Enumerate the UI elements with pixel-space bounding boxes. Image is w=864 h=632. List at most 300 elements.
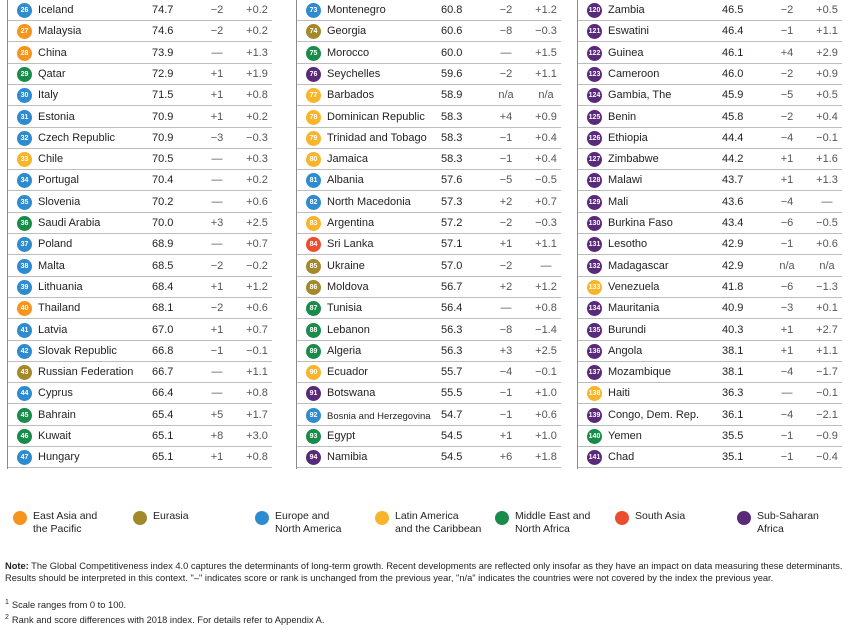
country-name: Burundi xyxy=(608,323,646,336)
country-name: Portugal xyxy=(38,174,79,187)
rank-badge: 28 xyxy=(17,46,32,61)
country-name: Congo, Dem. Rep. xyxy=(608,408,700,421)
table-row xyxy=(8,43,272,64)
rank-change: −1 xyxy=(780,430,794,442)
rank-badge: 130 xyxy=(587,216,602,231)
rank-change: +1 xyxy=(780,344,794,357)
score-change: +0.7 xyxy=(246,323,268,336)
rank-badge: 39 xyxy=(17,280,32,295)
rank-change: — xyxy=(211,195,223,208)
score-change: n/a xyxy=(538,89,554,102)
score-value: 70.5 xyxy=(152,153,174,166)
legend-swatch xyxy=(615,511,629,525)
rank-change: −2 xyxy=(499,259,513,272)
legend-label: Middle East and North Africa xyxy=(515,510,591,535)
rank-change: −1 xyxy=(780,238,794,251)
score-change: +0.5 xyxy=(816,4,838,16)
rank-change: — xyxy=(211,46,223,59)
rank-change: +2 xyxy=(499,195,513,208)
score-value: 65.1 xyxy=(152,451,174,464)
table-row xyxy=(297,256,561,277)
rank-change: −1 xyxy=(499,153,513,166)
score-value: 58.3 xyxy=(441,153,463,166)
rank-change: +1 xyxy=(210,110,224,123)
score-change: +1.3 xyxy=(816,174,838,187)
score-value: 45.8 xyxy=(722,110,744,123)
score-change: +0.6 xyxy=(246,195,268,208)
score-value: 54.5 xyxy=(441,430,463,442)
score-value: 59.6 xyxy=(441,67,463,80)
score-change: +1.2 xyxy=(535,4,557,16)
score-value: 68.4 xyxy=(152,280,174,293)
table-row xyxy=(297,64,561,85)
score-change: +1.2 xyxy=(246,280,268,293)
country-name: Italy xyxy=(38,89,59,102)
country-name: Eswatini xyxy=(608,25,649,38)
legend-swatch xyxy=(13,511,27,525)
table-row xyxy=(297,277,561,298)
rank-badge: 81 xyxy=(306,173,321,188)
score-change: +0.8 xyxy=(246,387,268,400)
rank-badge: 140 xyxy=(587,429,602,444)
rank-change: −2 xyxy=(499,217,513,229)
note-label: Note: xyxy=(5,561,29,571)
table-row xyxy=(578,256,842,277)
rank-change: −4 xyxy=(780,366,794,379)
rank-badge: 85 xyxy=(306,259,321,274)
rank-change: n/a xyxy=(498,89,514,102)
country-name: Seychelles xyxy=(327,67,381,80)
rank-badge: 76 xyxy=(306,67,321,82)
table-row xyxy=(8,405,272,426)
score-change: +0.8 xyxy=(535,302,557,315)
score-value: 58.9 xyxy=(441,89,463,102)
rank-change: — xyxy=(211,174,223,187)
table-row xyxy=(297,0,561,21)
score-change: +2.7 xyxy=(816,323,838,336)
country-name: Lithuania xyxy=(38,280,83,293)
rank-change: −1 xyxy=(499,387,513,400)
rank-change: −4 xyxy=(780,131,794,144)
score-value: 68.1 xyxy=(152,302,174,315)
score-value: 66.8 xyxy=(152,344,174,357)
note-text: The Global Competitiveness index 4.0 captures the determinants of long-term growth. Recent developments are reflected only insofar as they have an impact on data measuring these determinants. Results should be interpreted in this context. "–" indicates score or rank is unchanged from the previous year, "n/a" indicates the countries were not covered by the index the previous year. xyxy=(5,561,843,583)
score-value: 70.9 xyxy=(152,110,174,123)
score-change: +1.1 xyxy=(816,25,838,38)
score-change: −0.3 xyxy=(535,25,557,38)
country-name: Cyprus xyxy=(38,387,73,400)
score-value: 70.9 xyxy=(152,131,174,144)
score-value: 60.0 xyxy=(441,46,463,59)
rank-badge: 128 xyxy=(587,173,602,188)
footnote-2: $^2$ Rank and score differences with 2018 index. For details refer to Appendix A. xyxy=(5,614,325,625)
rank-badge: 94 xyxy=(306,450,321,465)
legend-swatch xyxy=(255,511,269,525)
legend-label: Eurasia xyxy=(153,510,189,522)
country-name: Kuwait xyxy=(38,430,72,442)
table-row xyxy=(297,192,561,213)
rank-change: — xyxy=(211,366,223,379)
table-note xyxy=(5,560,855,584)
table-row xyxy=(297,170,561,191)
country-name: Egypt xyxy=(327,430,356,442)
rank-badge: 73 xyxy=(306,3,321,18)
ranking-column-1 xyxy=(7,0,272,469)
score-change: — xyxy=(540,259,552,272)
rank-badge: 83 xyxy=(306,216,321,231)
score-value: 35.5 xyxy=(722,430,744,442)
score-value: 38.1 xyxy=(722,344,744,357)
table-row xyxy=(297,362,561,383)
rank-change: −6 xyxy=(780,280,794,293)
score-change: +1.9 xyxy=(246,67,268,80)
score-change: −1.4 xyxy=(535,323,557,336)
score-change: +0.6 xyxy=(535,408,557,421)
rank-change: −2 xyxy=(210,25,224,38)
country-name: Bosnia and Herzegovina xyxy=(327,410,431,422)
country-name: Lebanon xyxy=(327,323,370,336)
country-name: Ecuador xyxy=(327,366,368,379)
rank-change: −2 xyxy=(210,4,224,16)
score-value: 56.4 xyxy=(441,302,463,315)
score-change: −0.5 xyxy=(535,174,557,187)
rank-change: −4 xyxy=(780,408,794,421)
legend-swatch xyxy=(737,511,751,525)
rank-badge: 121 xyxy=(587,24,602,39)
table-row xyxy=(8,383,272,404)
rank-change: −5 xyxy=(499,174,513,187)
score-value: 36.3 xyxy=(722,387,744,400)
country-name: Argentina xyxy=(327,217,375,229)
rank-badge: 33 xyxy=(17,152,32,167)
score-change: −0.2 xyxy=(246,259,268,272)
table-row xyxy=(297,21,561,42)
score-change: −0.4 xyxy=(816,451,838,464)
rank-badge: 77 xyxy=(306,88,321,103)
rank-badge: 35 xyxy=(17,195,32,210)
score-change: −0.3 xyxy=(246,131,268,144)
table-row xyxy=(297,447,561,468)
country-name: Latvia xyxy=(38,323,68,336)
table-row xyxy=(297,107,561,128)
score-value: 54.5 xyxy=(441,451,463,464)
rank-change: +1 xyxy=(499,430,513,442)
country-name: Mauritania xyxy=(608,302,660,315)
country-name: Saudi Arabia xyxy=(38,217,101,229)
score-value: 42.9 xyxy=(722,238,744,251)
country-name: Malta xyxy=(38,259,65,272)
country-name: North Macedonia xyxy=(327,195,411,208)
country-name: Russian Federation xyxy=(38,366,134,379)
table-row xyxy=(297,298,561,319)
rank-badge: 82 xyxy=(306,195,321,210)
table-row xyxy=(297,149,561,170)
rank-change: +3 xyxy=(210,217,224,229)
rank-change: — xyxy=(781,387,793,400)
score-value: 65.1 xyxy=(152,430,174,442)
rank-change: −8 xyxy=(499,25,513,38)
country-name: Namibia xyxy=(327,451,368,464)
country-name: Zimbabwe xyxy=(608,153,659,166)
rank-change: −2 xyxy=(780,4,794,16)
country-name: Slovak Republic xyxy=(38,344,117,357)
table-row xyxy=(578,170,842,191)
rank-badge: 47 xyxy=(17,450,32,465)
country-name: Malaysia xyxy=(38,25,82,38)
rank-change: +1 xyxy=(210,280,224,293)
rank-change: n/a xyxy=(779,259,795,272)
score-value: 66.4 xyxy=(152,387,174,400)
rank-change: +1 xyxy=(210,451,224,464)
rank-change: +8 xyxy=(210,430,224,442)
score-change: −1.7 xyxy=(816,366,838,379)
rank-change: — xyxy=(500,46,512,59)
rank-change: −2 xyxy=(499,67,513,80)
country-name: Benin xyxy=(608,110,637,123)
rank-badge: 34 xyxy=(17,173,32,188)
rank-badge: 133 xyxy=(587,280,602,295)
score-change: +0.8 xyxy=(246,451,268,464)
legend-swatch xyxy=(375,511,389,525)
score-change: +0.9 xyxy=(535,110,557,123)
rank-change: −4 xyxy=(499,366,513,379)
table-row xyxy=(578,21,842,42)
country-name: Hungary xyxy=(38,451,80,464)
score-change: +0.2 xyxy=(246,174,268,187)
score-value: 35.1 xyxy=(722,451,744,464)
score-change: +0.2 xyxy=(246,4,268,16)
country-name: Slovenia xyxy=(38,195,81,208)
country-name: Moldova xyxy=(327,280,369,293)
rank-badge: 30 xyxy=(17,88,32,103)
rank-change: — xyxy=(211,153,223,166)
table-row xyxy=(8,341,272,362)
rank-change: +1 xyxy=(210,323,224,336)
score-change: +0.3 xyxy=(246,153,268,166)
rank-badge: 43 xyxy=(17,365,32,380)
score-value: 42.9 xyxy=(722,259,744,272)
table-row xyxy=(297,320,561,341)
table-row xyxy=(578,85,842,106)
score-value: 55.5 xyxy=(441,387,463,400)
score-change: +1.0 xyxy=(535,430,557,442)
table-row xyxy=(297,85,561,106)
rank-change: +5 xyxy=(210,408,224,421)
score-change: −0.1 xyxy=(816,387,838,400)
rank-change: +1 xyxy=(780,174,794,187)
rank-change: −1 xyxy=(780,451,794,464)
table-row xyxy=(8,320,272,341)
score-change: −0.1 xyxy=(816,131,838,144)
table-row xyxy=(297,341,561,362)
score-value: 46.0 xyxy=(722,67,744,80)
country-name: Dominican Republic xyxy=(327,110,425,123)
rank-change: — xyxy=(211,238,223,251)
rank-badge: 40 xyxy=(17,301,32,316)
score-change: +1.1 xyxy=(535,238,557,251)
country-name: Estonia xyxy=(38,110,75,123)
rank-change: +1 xyxy=(780,153,794,166)
table-row xyxy=(578,447,842,468)
score-value: 74.6 xyxy=(152,25,174,38)
score-value: 57.6 xyxy=(441,174,463,187)
rank-change: −1 xyxy=(499,131,513,144)
rank-change: −1 xyxy=(780,25,794,38)
legend-label: East Asia and the Pacific xyxy=(33,510,98,535)
legend-label: South Asia xyxy=(635,510,686,522)
country-name: Gambia, The xyxy=(608,89,672,102)
rank-badge: 134 xyxy=(587,301,602,316)
country-name: Guinea xyxy=(608,46,644,59)
country-name: Czech Republic xyxy=(38,131,116,144)
rank-badge: 122 xyxy=(587,46,602,61)
table-row xyxy=(578,107,842,128)
score-value: 66.7 xyxy=(152,366,174,379)
score-change: +2.5 xyxy=(246,217,268,229)
table-row xyxy=(578,341,842,362)
rank-badge: 92 xyxy=(306,408,321,423)
score-change: +2.9 xyxy=(816,46,838,59)
rank-badge: 120 xyxy=(587,3,602,18)
score-value: 45.9 xyxy=(722,89,744,102)
rank-change: −2 xyxy=(210,259,224,272)
rank-badge: 86 xyxy=(306,280,321,295)
table-row xyxy=(8,107,272,128)
rank-badge: 27 xyxy=(17,24,32,39)
rank-badge: 91 xyxy=(306,386,321,401)
rank-change: −3 xyxy=(210,131,224,144)
score-change: −0.5 xyxy=(816,217,838,229)
rank-change: −5 xyxy=(780,89,794,102)
legend-swatch xyxy=(495,511,509,525)
rank-change: −2 xyxy=(780,110,794,123)
score-value: 71.5 xyxy=(152,89,174,102)
table-row xyxy=(8,128,272,149)
score-value: 68.9 xyxy=(152,238,174,251)
score-change: +1.6 xyxy=(816,153,838,166)
rank-badge: 45 xyxy=(17,408,32,423)
score-change: +0.4 xyxy=(535,131,557,144)
rank-badge: 38 xyxy=(17,259,32,274)
table-row xyxy=(8,192,272,213)
country-name: Sri Lanka xyxy=(327,238,374,251)
rank-badge: 135 xyxy=(587,323,602,338)
score-change: +1.0 xyxy=(535,387,557,400)
country-name: Madagascar xyxy=(608,259,669,272)
score-value: 70.2 xyxy=(152,195,174,208)
table-row xyxy=(578,149,842,170)
table-row xyxy=(8,21,272,42)
rank-badge: 41 xyxy=(17,323,32,338)
rank-change: — xyxy=(211,387,223,400)
score-change: +0.7 xyxy=(535,195,557,208)
country-name: Lesotho xyxy=(608,238,648,251)
score-value: 56.3 xyxy=(441,323,463,336)
country-name: Morocco xyxy=(327,46,370,59)
score-change: +0.6 xyxy=(816,238,838,251)
score-change: −2.1 xyxy=(816,408,838,421)
ranking-column-2 xyxy=(296,0,561,469)
score-change: +1.5 xyxy=(535,46,557,59)
table-row xyxy=(578,192,842,213)
rank-badge: 93 xyxy=(306,429,321,444)
score-change: +0.1 xyxy=(816,302,838,315)
score-value: 56.3 xyxy=(441,344,463,357)
region-legend xyxy=(0,508,864,548)
legend-label: Latin America and the Caribbean xyxy=(395,510,482,535)
rank-badge: 79 xyxy=(306,131,321,146)
rank-change: −8 xyxy=(499,323,513,336)
table-row xyxy=(297,383,561,404)
country-name: Ethiopia xyxy=(608,131,648,144)
table-row xyxy=(8,256,272,277)
score-value: 60.6 xyxy=(441,25,463,38)
table-row xyxy=(578,128,842,149)
score-value: 57.1 xyxy=(441,238,463,251)
legend-label: Europe and North America xyxy=(275,510,342,535)
country-name: China xyxy=(38,46,67,59)
table-row xyxy=(8,170,272,191)
table-row xyxy=(578,213,842,234)
rank-badge: 88 xyxy=(306,323,321,338)
rank-change: −1 xyxy=(210,344,224,357)
rank-badge: 127 xyxy=(587,152,602,167)
score-value: 38.1 xyxy=(722,366,744,379)
score-change: +1.1 xyxy=(246,366,268,379)
table-row xyxy=(8,85,272,106)
table-row xyxy=(578,426,842,447)
score-change: +0.9 xyxy=(816,67,838,80)
table-row xyxy=(8,213,272,234)
rank-badge: 46 xyxy=(17,429,32,444)
score-value: 43.4 xyxy=(722,217,744,229)
table-row xyxy=(297,426,561,447)
rank-badge: 137 xyxy=(587,365,602,380)
country-name: Chad xyxy=(608,451,635,464)
score-value: 70.4 xyxy=(152,174,174,187)
table-row xyxy=(8,362,272,383)
score-change: −1.3 xyxy=(816,280,838,293)
rank-badge: 80 xyxy=(306,152,321,167)
country-name: Jamaica xyxy=(327,153,368,166)
score-change: +1.1 xyxy=(535,67,557,80)
score-change: +0.4 xyxy=(535,153,557,166)
rank-badge: 36 xyxy=(17,216,32,231)
rank-badge: 42 xyxy=(17,344,32,359)
rank-badge: 90 xyxy=(306,365,321,380)
country-name: Trinidad and Tobago xyxy=(327,131,427,144)
country-name: Zambia xyxy=(608,4,645,16)
score-change: +0.6 xyxy=(246,302,268,315)
rank-change: −4 xyxy=(780,195,794,208)
score-change: +1.3 xyxy=(246,46,268,59)
country-name: Tunisia xyxy=(327,302,363,315)
table-row xyxy=(578,383,842,404)
rank-badge: 129 xyxy=(587,195,602,210)
country-name: Mali xyxy=(608,195,629,208)
score-change: +0.8 xyxy=(246,89,268,102)
rank-change: +4 xyxy=(780,46,794,59)
table-row xyxy=(297,213,561,234)
rank-badge: 78 xyxy=(306,110,321,125)
score-value: 40.9 xyxy=(722,302,744,315)
score-value: 46.5 xyxy=(722,4,744,16)
country-name: Barbados xyxy=(327,89,375,102)
score-change: +1.2 xyxy=(535,280,557,293)
score-value: 46.1 xyxy=(722,46,744,59)
table-row xyxy=(8,277,272,298)
rank-badge: 31 xyxy=(17,110,32,125)
